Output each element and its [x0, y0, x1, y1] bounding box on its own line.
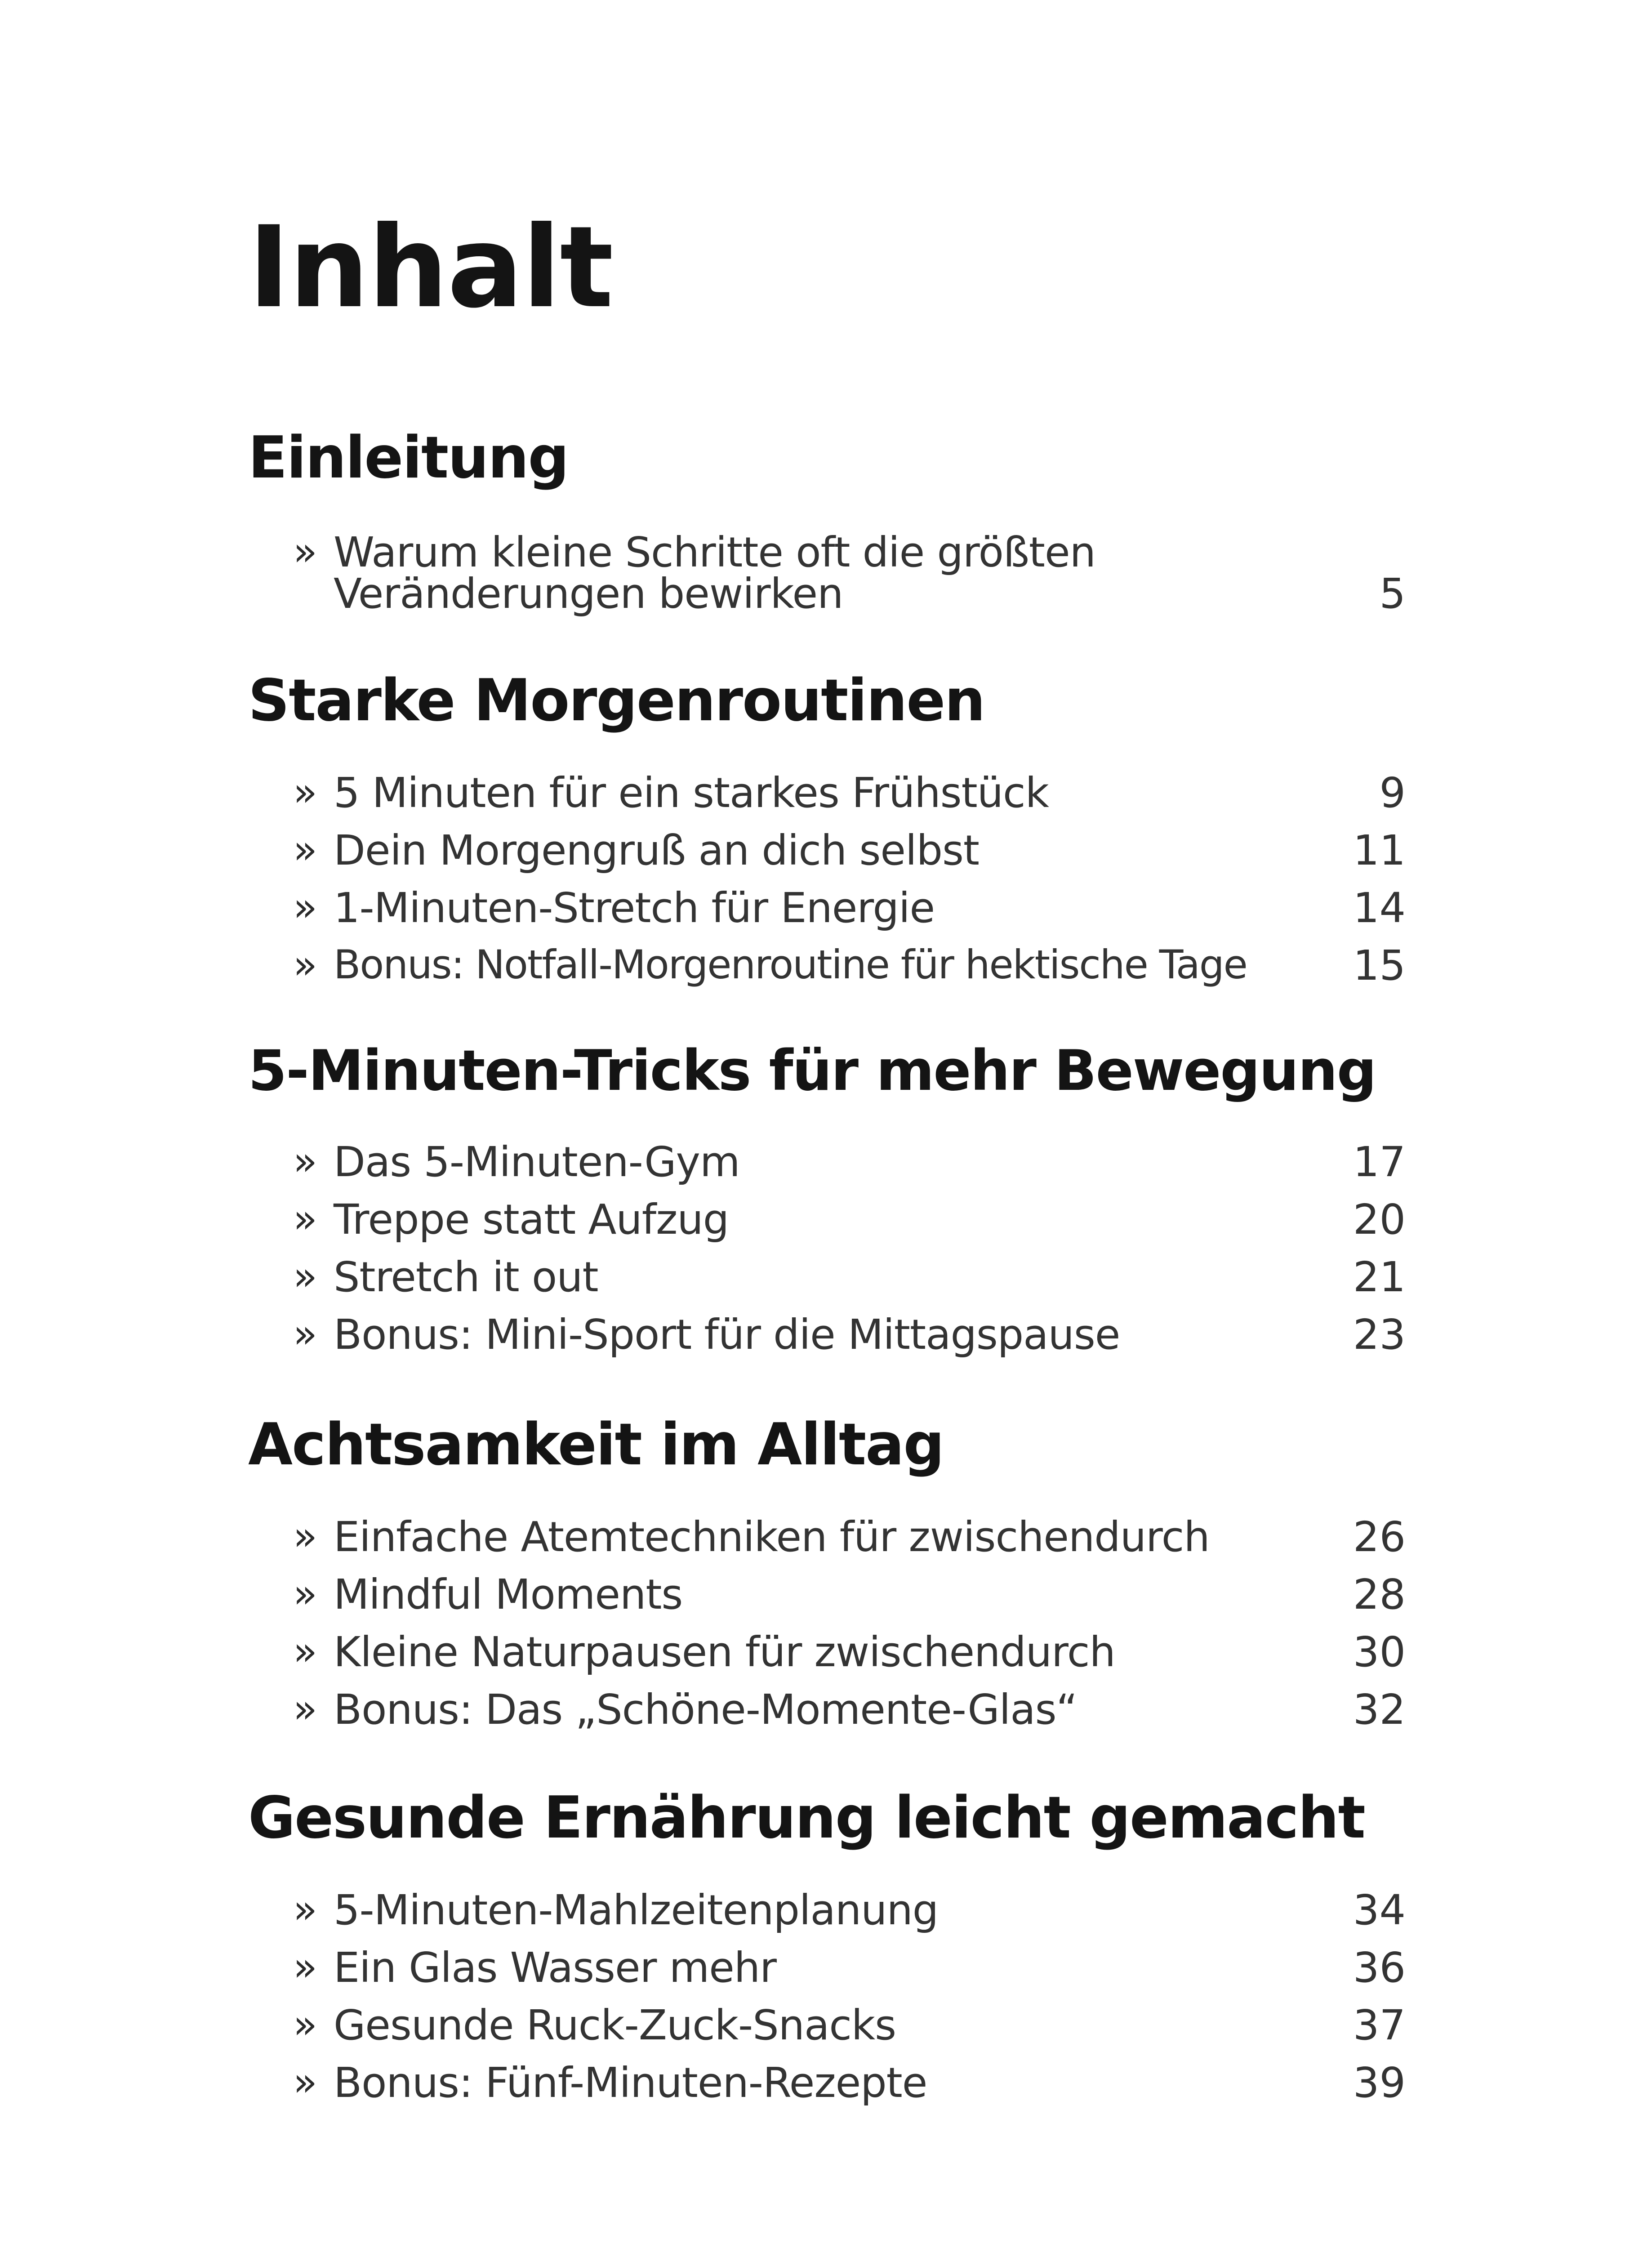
bullet-marker: »: [293, 769, 317, 815]
entry-title: 5-Minuten-Mahlzeitenplanung: [334, 1886, 939, 1934]
toc-entry[interactable]: [248, 528, 1406, 618]
toc-entry[interactable]: [248, 1686, 1406, 1747]
toc-entry[interactable]: [248, 884, 1406, 945]
toc-entry-list: [248, 1886, 1406, 2120]
toc-entry[interactable]: [248, 1628, 1406, 1689]
section-heading: Achtsamkeit im Alltag: [248, 1411, 944, 1478]
bullet-marker: »: [293, 941, 317, 988]
entry-title: Gesunde Ruck-Zuck-Snacks: [334, 2001, 896, 2049]
toc-entry[interactable]: [248, 1886, 1406, 1947]
section-heading: Starke Morgenroutinen: [248, 667, 985, 734]
entry-title: Bonus: Notfall-Morgenroutine für hektische Tage: [334, 941, 1247, 988]
toc-section-einleitung: [248, 424, 1406, 618]
toc-entry[interactable]: [248, 1138, 1406, 1199]
entry-title-continued: Veränderungen bewirken: [334, 570, 843, 618]
entry-title: Treppe statt Aufzug: [334, 1195, 729, 1244]
toc-entry[interactable]: [248, 769, 1406, 830]
section-heading: 5-Minuten-Tricks für mehr Bewegung: [248, 1039, 1376, 1103]
entry-page-number: 23: [1353, 1311, 1406, 1359]
toc-entry[interactable]: [248, 2001, 1406, 2062]
entry-page-number: 32: [1353, 1686, 1406, 1734]
entry-page-number: 15: [1353, 941, 1406, 990]
bullet-marker: »: [293, 1253, 317, 1299]
entry-page-number: 11: [1353, 826, 1406, 874]
toc-section-bewegung: [248, 1039, 1406, 1372]
entry-page-number: 17: [1353, 1138, 1406, 1186]
toc-entry[interactable]: [248, 2059, 1406, 2120]
bullet-marker: »: [293, 1570, 317, 1617]
toc-entry[interactable]: [248, 826, 1406, 888]
bullet-marker: »: [293, 1311, 317, 1357]
toc-entry-list: [248, 1138, 1406, 1372]
entry-page-number: 5: [1379, 570, 1406, 618]
toc-entry-list: [248, 1513, 1406, 1747]
toc-entry[interactable]: [248, 1311, 1406, 1372]
toc-entry-list: [248, 528, 1406, 618]
section-heading: Einleitung: [248, 424, 569, 491]
page-title: Inhalt: [248, 202, 613, 333]
section-heading: Gesunde Ernährung leicht gemacht: [248, 1784, 1365, 1851]
entry-page-number: 14: [1353, 884, 1406, 932]
entry-title: Kleine Naturpausen für zwischendurch: [334, 1628, 1115, 1676]
entry-title: Ein Glas Wasser mehr: [334, 1944, 776, 1992]
entry-page-number: 21: [1353, 1253, 1406, 1301]
bullet-marker: »: [293, 2001, 317, 2047]
toc-entry[interactable]: [248, 1513, 1406, 1574]
entry-title: Warum kleine Schritte oft die größten: [334, 528, 1095, 576]
bullet-marker: »: [293, 884, 317, 930]
bullet-marker: »: [293, 826, 317, 873]
toc-entry[interactable]: [248, 1944, 1406, 2005]
bullet-marker: »: [293, 1886, 317, 1932]
entry-page-number: 39: [1353, 2059, 1406, 2107]
bullet-marker: »: [293, 1944, 317, 1990]
bullet-marker: »: [293, 1686, 317, 1732]
bullet-marker: »: [293, 528, 317, 575]
entry-title: Bonus: Das „Schöne-Momente-Glas“: [334, 1686, 1078, 1734]
toc-entry[interactable]: [248, 1570, 1406, 1632]
toc-entry-list: [248, 769, 1406, 1003]
entry-page-number: 34: [1353, 1886, 1406, 1934]
entry-page-number: 20: [1353, 1195, 1406, 1244]
entry-page-number: 30: [1353, 1628, 1406, 1676]
entry-title: Das 5-Minuten-Gym: [334, 1138, 740, 1186]
entry-title: Bonus: Mini-Sport für die Mittagspause: [334, 1311, 1120, 1359]
toc-section-achtsamkeit: [248, 1411, 1406, 1747]
bullet-marker: »: [293, 1138, 317, 1184]
entry-title: Stretch it out: [334, 1253, 598, 1301]
toc-section-ernaehrung: [248, 1784, 1406, 2120]
toc-entry[interactable]: [248, 941, 1406, 1003]
bullet-marker: »: [293, 1628, 317, 1674]
entry-title: 5 Minuten für ein starkes Frühstück: [334, 769, 1049, 817]
entry-title: Mindful Moments: [334, 1570, 683, 1619]
entry-page-number: 28: [1353, 1570, 1406, 1619]
entry-page-number: 37: [1353, 2001, 1406, 2049]
entry-title: Einfache Atemtechniken für zwischendurch: [334, 1513, 1210, 1561]
entry-title: Bonus: Fünf-Minuten-Rezepte: [334, 2059, 927, 2107]
entry-title: 1-Minuten-Stretch für Energie: [334, 884, 935, 932]
entry-title: Dein Morgengruß an dich selbst: [334, 826, 979, 874]
entry-page-number: 26: [1353, 1513, 1406, 1561]
toc-entry[interactable]: [248, 1195, 1406, 1257]
toc-section-morgenroutinen: [248, 667, 1406, 1003]
bullet-marker: »: [293, 1513, 317, 1559]
entry-page-number: 36: [1353, 1944, 1406, 1992]
toc-entry[interactable]: [248, 1253, 1406, 1314]
bullet-marker: »: [293, 1195, 317, 1242]
bullet-marker: »: [293, 2059, 317, 2105]
entry-page-number: 9: [1379, 769, 1406, 817]
